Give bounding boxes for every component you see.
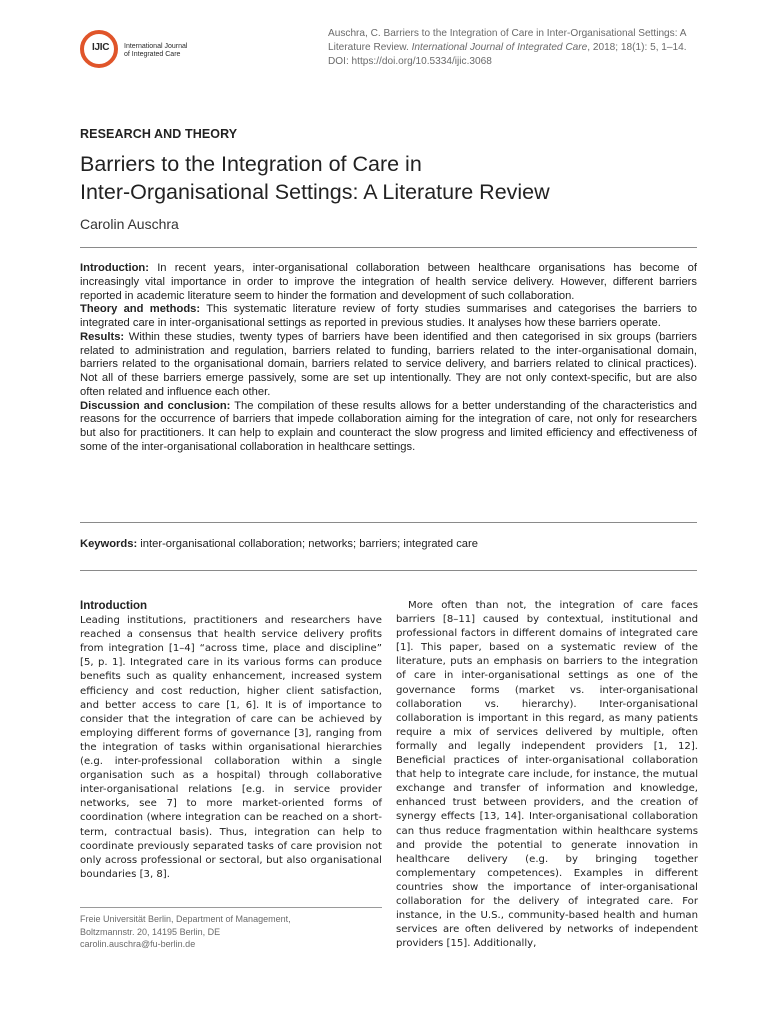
citation-prefix: Auschra, C. Barriers to the Integration of Care in Inter-Organisational Settings: A Literature Review. <box>328 28 686 53</box>
divider <box>80 522 697 523</box>
abstract-results-text: Within these studies, twenty types of barriers have been identified and then categorised in six groups (barriers related to administration and regulation, barriers related to funding, barriers related to the inter-organisational domain, barriers related to the organisational domain, barriers related to service delivery, and barriers related to clinical practices). Not all of these barriers emerge passively, some are set up intentionally. They are not only context-specific, but are also often related and influence each other. <box>80 330 697 398</box>
introduction-paragraph-1: Leading institutions, practitioners and researchers have reached a consensus that health service delivery profits from integration [1–4] “across time, place and discipline” [5, p. 1]. Integrated care in its various forms can produce benefits such as quality enhancement, increased system efficiency and cost reduction, higher client satisfaction, and better access to care [1, 6]. It is of importance to consider that the integration of care can be achieved by employing different forms of governance [3], ranging from the integration of tasks within organisational hierarchies (e.g. inter-professional collaboration within a single organisation such as a hospital) through collaborative inter-organisational relations [e.g. in service provider networks, see 7] to more market-oriented forms of coordination (where integration can be reached on a short-term, contractual basis). Thus, integration can help to coordinate previously separated tasks of care provision not only across professional or sectoral, but also organisational boundaries [3, 8]. <box>80 615 382 880</box>
author-name: Carolin Auschra <box>80 216 179 232</box>
abstract-discussion <box>80 400 697 455</box>
logo-name-line1: International Journal <box>124 43 188 50</box>
abstract <box>80 262 697 455</box>
introduction-paragraph-2: More often than not, the integration of care faces barriers [8–11] caused by contextual, institutional and professional factors in different domains of integrated care [1]. This paper, based on a systematic review of the literature, puts an emphasis on barriers to the integration of care in inter-organisational settings as one of the governance forms (market vs. inter-organisational collaboration vs. hierarchy). Inter-organisational collaboration is important in this regard, as many patients require a mix of services delivered by multiple, often formally and legally independent providers [1, 12]. Beneficial practices of inter-organisational collaboration that help to integrate care include, for instance, the mutual exchange and transfer of information and knowledge, enhanced trust between providers, and the creation of synergy effects [13, 14]. Inter-organisational collaboration can thus reduce fragmentation within healthcare systems and provide the potential to generate innovation in healthcare delivery (e.g. by bringing together complementary competences). Examples in different countries show the importance of inter-organisational collaboration for the delivery of integrated care. For instance, in the U.S., community-based health and human services are often delivered by networks of independent providers [15]. Additionally, <box>396 600 698 950</box>
affiliation-line-2: Boltzmannstr. 20, 14195 Berlin, DE <box>80 926 221 937</box>
citation-suffix: , 2018; 18(1): 5, 1–14. DOI: https://doi.org/10.5334/ijic.3068 <box>328 42 687 67</box>
title-line-2: Inter-Organisational Settings: A Literature Review <box>80 180 550 204</box>
abstract-results-label: Results: <box>80 330 125 343</box>
body-column-right <box>396 599 698 951</box>
journal-logo <box>80 30 220 70</box>
affiliation-email: carolin.auschra@fu-berlin.de <box>80 939 196 949</box>
footnote-divider <box>80 907 382 908</box>
author-affiliation <box>80 913 382 951</box>
abstract-introduction <box>80 262 697 303</box>
abstract-introduction-label: Introduction: <box>80 262 149 274</box>
abstract-discussion-label: Discussion and conclusion: <box>80 399 231 412</box>
citation-journal: International Journal of Integrated Care <box>411 42 588 53</box>
abstract-theory <box>80 303 697 331</box>
affiliation-line-1: Freie Universität Berlin, Department of Management, <box>80 914 291 924</box>
logo-journal-name <box>124 43 234 59</box>
logo-name-line2: of Integrated Care <box>124 51 181 58</box>
divider <box>80 247 697 248</box>
keywords <box>80 538 697 550</box>
abstract-introduction-text: In recent years, inter-organisational collaboration between healthcare organisations has become of increasingly vital importance in order to improve the integration of health service delivery. However, different barriers reported in academic literature seem to hinder the formation and development of such collaboration. <box>80 262 697 302</box>
logo-acronym: IJIC <box>92 42 110 53</box>
section-label: RESEARCH AND THEORY <box>80 127 238 141</box>
abstract-theory-label: Theory and methods: <box>80 303 201 316</box>
keywords-label: Keywords: <box>80 538 138 550</box>
divider <box>80 570 697 571</box>
citation-header <box>328 27 702 69</box>
body-column-left <box>80 599 382 882</box>
title-line-1: Barriers to the Integration of Care in <box>80 152 422 176</box>
keywords-text: inter-organisational collaboration; networks; barriers; integrated care <box>137 538 478 550</box>
abstract-results <box>80 331 697 400</box>
abstract-theory-text: This systematic literature review of forty studies summarises and categorises the barriers to integrated care in inter-organisational settings as reported in previous studies. It analyses how these barriers operate. <box>80 303 697 329</box>
introduction-heading: Introduction <box>80 600 148 612</box>
abstract-discussion-text: The compilation of these results allows for a better understanding of the characteristics and reasons for the occurrence of barriers that impede collaboration aiming for the integration of care, not only for researchers but also for practitioners. It can help to explain and counteract the slow progress and limited efficiency and effectiveness of some of the inter-organisational collaboration in healthcare settings. <box>80 399 697 453</box>
article-title <box>80 150 700 206</box>
